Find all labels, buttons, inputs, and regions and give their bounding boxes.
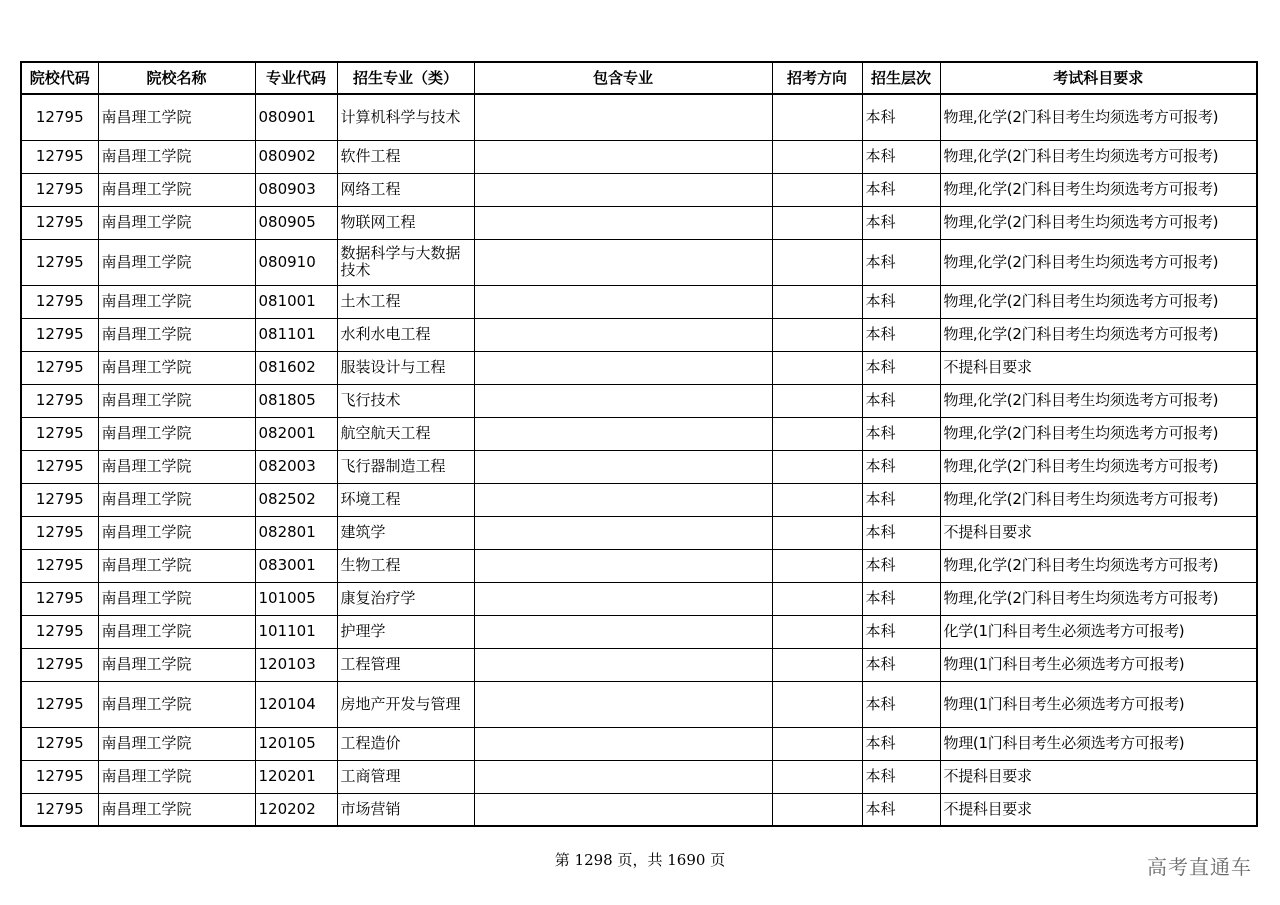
cell-school-code: 12795: [21, 450, 98, 483]
cell-major-name: 数据科学与大数据技术: [337, 239, 474, 285]
cell-school-name: 南昌理工学院: [98, 417, 255, 450]
table-row: [21, 417, 1257, 450]
header-row: [21, 62, 1257, 94]
cell-included-majors: [474, 615, 772, 648]
header-direction: 招考方向: [772, 62, 862, 94]
cell-school-name: 南昌理工学院: [98, 549, 255, 582]
cell-major-code: 083001: [255, 549, 337, 582]
cell-major-name: 工商管理: [337, 760, 474, 793]
cell-school-code: 12795: [21, 760, 98, 793]
table-row: [21, 760, 1257, 793]
cell-level: 本科: [862, 727, 940, 760]
cell-direction: [772, 417, 862, 450]
cell-direction: [772, 239, 862, 285]
cell-subject-requirement: 物理,化学(2门科目考生均须选考方可报考): [940, 384, 1257, 417]
cell-subject-requirement: 物理,化学(2门科目考生均须选考方可报考): [940, 285, 1257, 318]
cell-school-name: 南昌理工学院: [98, 94, 255, 140]
cell-major-name: 环境工程: [337, 483, 474, 516]
cell-major-code: 080901: [255, 94, 337, 140]
cell-major-code: 120103: [255, 648, 337, 681]
cell-subject-requirement: 物理,化学(2门科目考生均须选考方可报考): [940, 483, 1257, 516]
cell-school-code: 12795: [21, 206, 98, 239]
cell-school-code: 12795: [21, 351, 98, 384]
cell-school-name: 南昌理工学院: [98, 615, 255, 648]
cell-subject-requirement: 物理,化学(2门科目考生均须选考方可报考): [940, 173, 1257, 206]
cell-major-name: 康复治疗学: [337, 582, 474, 615]
cell-major-name: 建筑学: [337, 516, 474, 549]
table-row: [21, 239, 1257, 285]
cell-subject-requirement: 不提科目要求: [940, 351, 1257, 384]
cell-level: 本科: [862, 239, 940, 285]
cell-included-majors: [474, 760, 772, 793]
cell-direction: [772, 727, 862, 760]
cell-level: 本科: [862, 351, 940, 384]
cell-school-code: 12795: [21, 285, 98, 318]
cell-direction: [772, 760, 862, 793]
table-row: [21, 140, 1257, 173]
cell-level: 本科: [862, 206, 940, 239]
cell-major-code: 120202: [255, 793, 337, 826]
cell-subject-requirement: 物理(1门科目考生必须选考方可报考): [940, 681, 1257, 727]
cell-subject-requirement: 物理,化学(2门科目考生均须选考方可报考): [940, 549, 1257, 582]
cell-direction: [772, 450, 862, 483]
cell-major-name: 护理学: [337, 615, 474, 648]
cell-school-code: 12795: [21, 318, 98, 351]
table-row: [21, 582, 1257, 615]
cell-major-code: 081001: [255, 285, 337, 318]
cell-school-code: 12795: [21, 516, 98, 549]
cell-included-majors: [474, 351, 772, 384]
cell-school-code: 12795: [21, 648, 98, 681]
cell-direction: [772, 793, 862, 826]
cell-direction: [772, 94, 862, 140]
cell-included-majors: [474, 384, 772, 417]
cell-school-name: 南昌理工学院: [98, 318, 255, 351]
cell-major-code: 080910: [255, 239, 337, 285]
cell-included-majors: [474, 549, 772, 582]
table-row: [21, 615, 1257, 648]
table-row: [21, 351, 1257, 384]
cell-major-code: 081101: [255, 318, 337, 351]
cell-school-name: 南昌理工学院: [98, 450, 255, 483]
cell-subject-requirement: 物理,化学(2门科目考生均须选考方可报考): [940, 582, 1257, 615]
cell-major-name: 飞行器制造工程: [337, 450, 474, 483]
cell-direction: [772, 483, 862, 516]
cell-major-name: 网络工程: [337, 173, 474, 206]
cell-direction: [772, 285, 862, 318]
cell-school-name: 南昌理工学院: [98, 793, 255, 826]
cell-school-name: 南昌理工学院: [98, 173, 255, 206]
cell-major-name: 水利水电工程: [337, 318, 474, 351]
cell-level: 本科: [862, 615, 940, 648]
table-row: [21, 516, 1257, 549]
cell-direction: [772, 318, 862, 351]
cell-direction: [772, 516, 862, 549]
cell-level: 本科: [862, 318, 940, 351]
cell-school-name: 南昌理工学院: [98, 384, 255, 417]
header-major-code: 专业代码: [255, 62, 337, 94]
cell-subject-requirement: 物理,化学(2门科目考生均须选考方可报考): [940, 206, 1257, 239]
cell-subject-requirement: 物理,化学(2门科目考生均须选考方可报考): [940, 94, 1257, 140]
page-number: 第 1298 页，共 1690 页: [554, 851, 726, 869]
cell-school-code: 12795: [21, 549, 98, 582]
cell-direction: [772, 582, 862, 615]
cell-school-code: 12795: [21, 173, 98, 206]
table-body: [21, 94, 1257, 826]
cell-subject-requirement: 化学(1门科目考生必须选考方可报考): [940, 615, 1257, 648]
cell-major-name: 计算机科学与技术: [337, 94, 474, 140]
cell-level: 本科: [862, 285, 940, 318]
cell-level: 本科: [862, 516, 940, 549]
cell-school-name: 南昌理工学院: [98, 483, 255, 516]
cell-major-code: 080902: [255, 140, 337, 173]
cell-direction: [772, 648, 862, 681]
cell-school-code: 12795: [21, 483, 98, 516]
cell-school-name: 南昌理工学院: [98, 681, 255, 727]
cell-included-majors: [474, 206, 772, 239]
cell-major-code: 081805: [255, 384, 337, 417]
cell-school-name: 南昌理工学院: [98, 516, 255, 549]
cell-included-majors: [474, 417, 772, 450]
cell-major-name: 软件工程: [337, 140, 474, 173]
cell-school-code: 12795: [21, 793, 98, 826]
cell-school-code: 12795: [21, 417, 98, 450]
cell-included-majors: [474, 140, 772, 173]
cell-direction: [772, 384, 862, 417]
cell-level: 本科: [862, 384, 940, 417]
cell-included-majors: [474, 239, 772, 285]
admissions-table: [20, 61, 1258, 827]
table-row: [21, 173, 1257, 206]
cell-level: 本科: [862, 417, 940, 450]
cell-major-name: 工程管理: [337, 648, 474, 681]
cell-subject-requirement: 物理,化学(2门科目考生均须选考方可报考): [940, 450, 1257, 483]
header-subject-requirement: 考试科目要求: [940, 62, 1257, 94]
cell-school-name: 南昌理工学院: [98, 206, 255, 239]
cell-subject-requirement: 不提科目要求: [940, 793, 1257, 826]
table-row: [21, 206, 1257, 239]
cell-level: 本科: [862, 648, 940, 681]
cell-school-name: 南昌理工学院: [98, 239, 255, 285]
cell-major-code: 101101: [255, 615, 337, 648]
cell-school-code: 12795: [21, 615, 98, 648]
cell-subject-requirement: 物理,化学(2门科目考生均须选考方可报考): [940, 140, 1257, 173]
table-row: [21, 318, 1257, 351]
cell-major-name: 工程造价: [337, 727, 474, 760]
cell-school-name: 南昌理工学院: [98, 140, 255, 173]
cell-school-name: 南昌理工学院: [98, 648, 255, 681]
header-school-name: 院校名称: [98, 62, 255, 94]
cell-subject-requirement: 物理,化学(2门科目考生均须选考方可报考): [940, 318, 1257, 351]
cell-major-code: 082001: [255, 417, 337, 450]
cell-school-code: 12795: [21, 239, 98, 285]
cell-direction: [772, 351, 862, 384]
cell-major-name: 飞行技术: [337, 384, 474, 417]
cell-major-name: 房地产开发与管理: [337, 681, 474, 727]
cell-level: 本科: [862, 793, 940, 826]
cell-direction: [772, 140, 862, 173]
cell-major-code: 082003: [255, 450, 337, 483]
cell-school-code: 12795: [21, 384, 98, 417]
cell-school-code: 12795: [21, 681, 98, 727]
cell-included-majors: [474, 285, 772, 318]
cell-school-code: 12795: [21, 140, 98, 173]
cell-major-code: 120104: [255, 681, 337, 727]
cell-major-name: 市场营销: [337, 793, 474, 826]
header-level: 招生层次: [862, 62, 940, 94]
table-row: [21, 285, 1257, 318]
cell-subject-requirement: 物理(1门科目考生必须选考方可报考): [940, 648, 1257, 681]
cell-school-name: 南昌理工学院: [98, 351, 255, 384]
cell-direction: [772, 615, 862, 648]
cell-level: 本科: [862, 681, 940, 727]
cell-included-majors: [474, 681, 772, 727]
cell-major-code: 082801: [255, 516, 337, 549]
cell-included-majors: [474, 648, 772, 681]
cell-school-name: 南昌理工学院: [98, 727, 255, 760]
cell-major-code: 120201: [255, 760, 337, 793]
header-school-code: 院校代码: [21, 62, 98, 94]
table-row: [21, 94, 1257, 140]
cell-school-code: 12795: [21, 727, 98, 760]
cell-included-majors: [474, 582, 772, 615]
cell-major-code: 101005: [255, 582, 337, 615]
cell-direction: [772, 206, 862, 239]
table-row: [21, 549, 1257, 582]
cell-subject-requirement: 物理(1门科目考生必须选考方可报考): [940, 727, 1257, 760]
cell-major-code: 082502: [255, 483, 337, 516]
header-included-majors: 包含专业: [474, 62, 772, 94]
cell-direction: [772, 549, 862, 582]
table-row: [21, 483, 1257, 516]
cell-level: 本科: [862, 549, 940, 582]
cell-direction: [772, 173, 862, 206]
cell-included-majors: [474, 450, 772, 483]
cell-major-name: 航空航天工程: [337, 417, 474, 450]
cell-major-code: 120105: [255, 727, 337, 760]
watermark: 高考直通车: [1147, 855, 1252, 879]
table-row: [21, 727, 1257, 760]
cell-major-name: 土木工程: [337, 285, 474, 318]
cell-school-name: 南昌理工学院: [98, 582, 255, 615]
cell-school-name: 南昌理工学院: [98, 285, 255, 318]
cell-level: 本科: [862, 173, 940, 206]
cell-major-code: 080903: [255, 173, 337, 206]
header-major-name: 招生专业（类）: [337, 62, 474, 94]
table-row: [21, 793, 1257, 826]
cell-major-code: 080905: [255, 206, 337, 239]
cell-subject-requirement: 物理,化学(2门科目考生均须选考方可报考): [940, 417, 1257, 450]
cell-major-name: 服装设计与工程: [337, 351, 474, 384]
cell-included-majors: [474, 94, 772, 140]
cell-level: 本科: [862, 483, 940, 516]
cell-level: 本科: [862, 140, 940, 173]
table-row: [21, 648, 1257, 681]
cell-included-majors: [474, 727, 772, 760]
cell-included-majors: [474, 173, 772, 206]
cell-subject-requirement: 不提科目要求: [940, 760, 1257, 793]
cell-level: 本科: [862, 582, 940, 615]
cell-level: 本科: [862, 760, 940, 793]
cell-major-name: 物联网工程: [337, 206, 474, 239]
table-row: [21, 384, 1257, 417]
cell-level: 本科: [862, 94, 940, 140]
cell-included-majors: [474, 793, 772, 826]
cell-included-majors: [474, 483, 772, 516]
cell-major-code: 081602: [255, 351, 337, 384]
cell-included-majors: [474, 318, 772, 351]
cell-direction: [772, 681, 862, 727]
cell-subject-requirement: 不提科目要求: [940, 516, 1257, 549]
cell-school-name: 南昌理工学院: [98, 760, 255, 793]
cell-included-majors: [474, 516, 772, 549]
cell-level: 本科: [862, 450, 940, 483]
cell-major-name: 生物工程: [337, 549, 474, 582]
table-row: [21, 450, 1257, 483]
cell-school-code: 12795: [21, 94, 98, 140]
cell-subject-requirement: 物理,化学(2门科目考生均须选考方可报考): [940, 239, 1257, 285]
table-row: [21, 681, 1257, 727]
cell-school-code: 12795: [21, 582, 98, 615]
